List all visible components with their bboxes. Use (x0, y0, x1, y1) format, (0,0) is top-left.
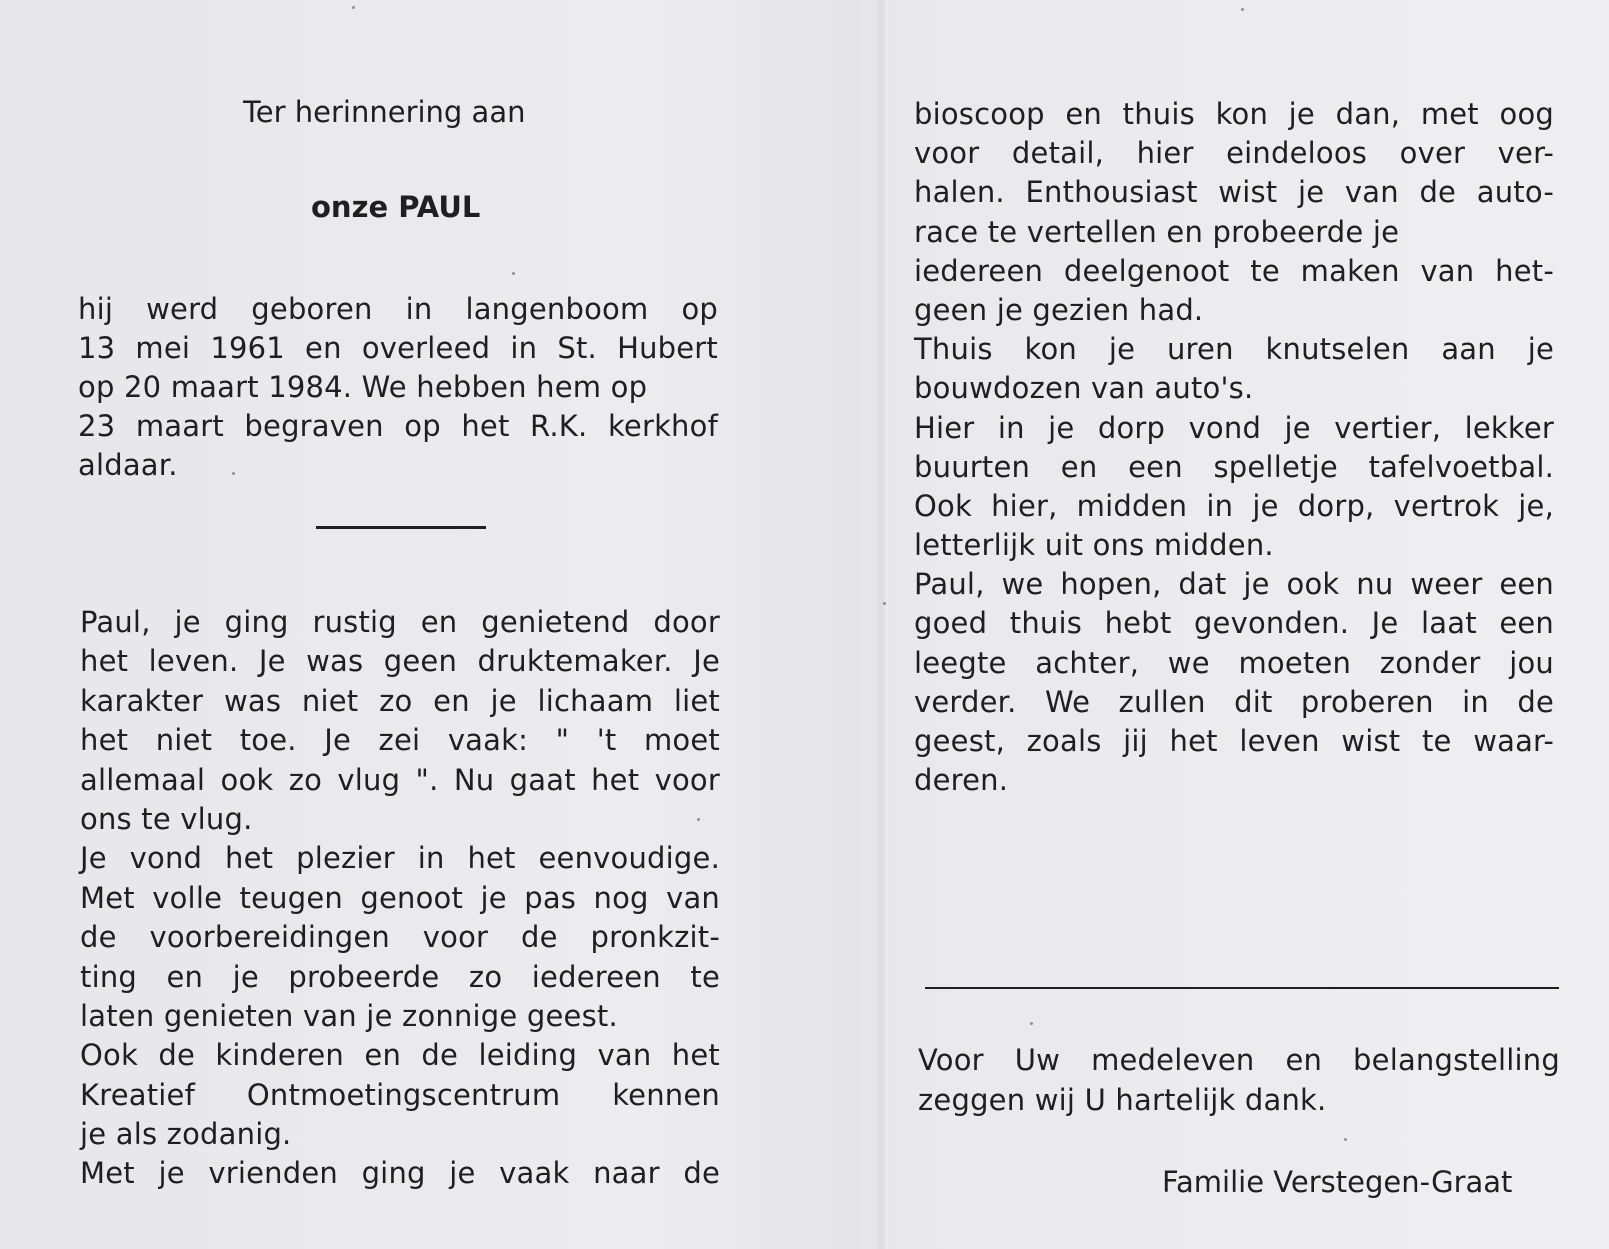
text-line: hij werd geboren in langenboom op (78, 292, 718, 326)
text-line: Met je vrienden ging je vaak naar de (80, 1156, 720, 1191)
text-line: het niet toe. Je zei vaak: " 't moet (80, 723, 720, 758)
text-line: verder. We zullen dit proberen in de (914, 684, 1554, 719)
text-line: je als zodanig. (80, 1117, 292, 1152)
text-line: laten genieten van je zonnige geest. (80, 998, 618, 1033)
print-speck (1241, 8, 1244, 11)
print-speck (1344, 1138, 1347, 1141)
text-line: 13 mei 1961 en overleed in St. Hubert (78, 331, 718, 365)
text-line: 23 maart begraven op het R.K. kerkhof (78, 409, 718, 443)
text-line: buurten en een spelletje tafelvoetbal. (914, 449, 1554, 484)
text-line: goed thuis hebt gevonden. Je laat een (914, 606, 1554, 641)
text-line: Met volle teugen genoot je pas nog van (80, 880, 720, 915)
deceased-name: onze PAUL (311, 190, 481, 224)
text-line: karakter was niet zo en je lichaam liet (80, 683, 720, 718)
thanks-text (918, 1040, 1560, 1120)
text-line: allemaal ook zo vlug ". Nu gaat het voor (80, 762, 720, 797)
text-line: ons te vlug. (80, 801, 253, 836)
print-speck (352, 6, 355, 9)
text-line: geen je gezien had. (914, 292, 1204, 327)
print-speck (512, 272, 515, 275)
text-line: Ook hier, midden in je dorp, vertrok je, (914, 488, 1554, 523)
birth-death-paragraph (78, 290, 718, 485)
divider-long (925, 987, 1559, 989)
print-speck (883, 602, 886, 605)
text-line: zeggen wij U hartelijk dank. (918, 1083, 1327, 1117)
text-line: aldaar. (78, 448, 178, 482)
text-line: bioscoop en thuis kon je dan, met oog (914, 97, 1554, 131)
text-line: race te vertellen en probeerde je (914, 214, 1400, 249)
text-line: Paul, we hopen, dat je ook nu weer een (914, 567, 1554, 602)
print-speck (232, 472, 235, 475)
text-line: Kreatief Ontmoetingscentrum kennen (80, 1077, 720, 1112)
text-line: halen. Enthousiast wist je van de auto- (914, 175, 1554, 210)
divider-short (316, 526, 486, 529)
text-line: Voor Uw medeleven en belangstelling (918, 1043, 1560, 1077)
text-line: op 20 maart 1984. We hebben hem op (78, 370, 648, 404)
text-line: Hier in je dorp vond je vertier, lekker (914, 410, 1554, 445)
text-line: de voorbereidingen voor de pronkzit- (80, 920, 720, 955)
tribute-text-right (914, 95, 1554, 800)
card-title: Ter herinnering aan (243, 95, 526, 129)
text-line: Thuis kon je uren knutselen aan je (914, 332, 1554, 367)
text-line: ting en je probeerde zo iedereen te (80, 959, 720, 994)
text-line: het leven. Je was geen druktemaker. Je (80, 644, 720, 679)
text-line: bouwdozen van auto's. (914, 371, 1254, 406)
tribute-text-left (80, 603, 720, 1194)
text-line: leegte achter, we moeten zonder jou (914, 645, 1554, 680)
card-fold (876, 0, 888, 1249)
text-line: Paul, je ging rustig en genietend door (80, 605, 720, 639)
family-signature: Familie Verstegen-Graat (1162, 1165, 1513, 1199)
text-line: voor detail, hier eindeloos over ver- (914, 136, 1554, 171)
print-speck (1030, 1022, 1033, 1025)
text-line: iedereen deelgenoot te maken van het- (914, 253, 1554, 288)
print-speck (697, 818, 700, 821)
text-line: Je vond het plezier in het eenvoudige. (80, 841, 720, 876)
text-line: geest, zoals jij het leven wist te waar- (914, 724, 1554, 758)
text-line: deren. (914, 763, 1009, 798)
text-line: Ook de kinderen en de leiding van het (80, 1038, 720, 1073)
text-line: letterlijk uit ons midden. (914, 528, 1274, 563)
